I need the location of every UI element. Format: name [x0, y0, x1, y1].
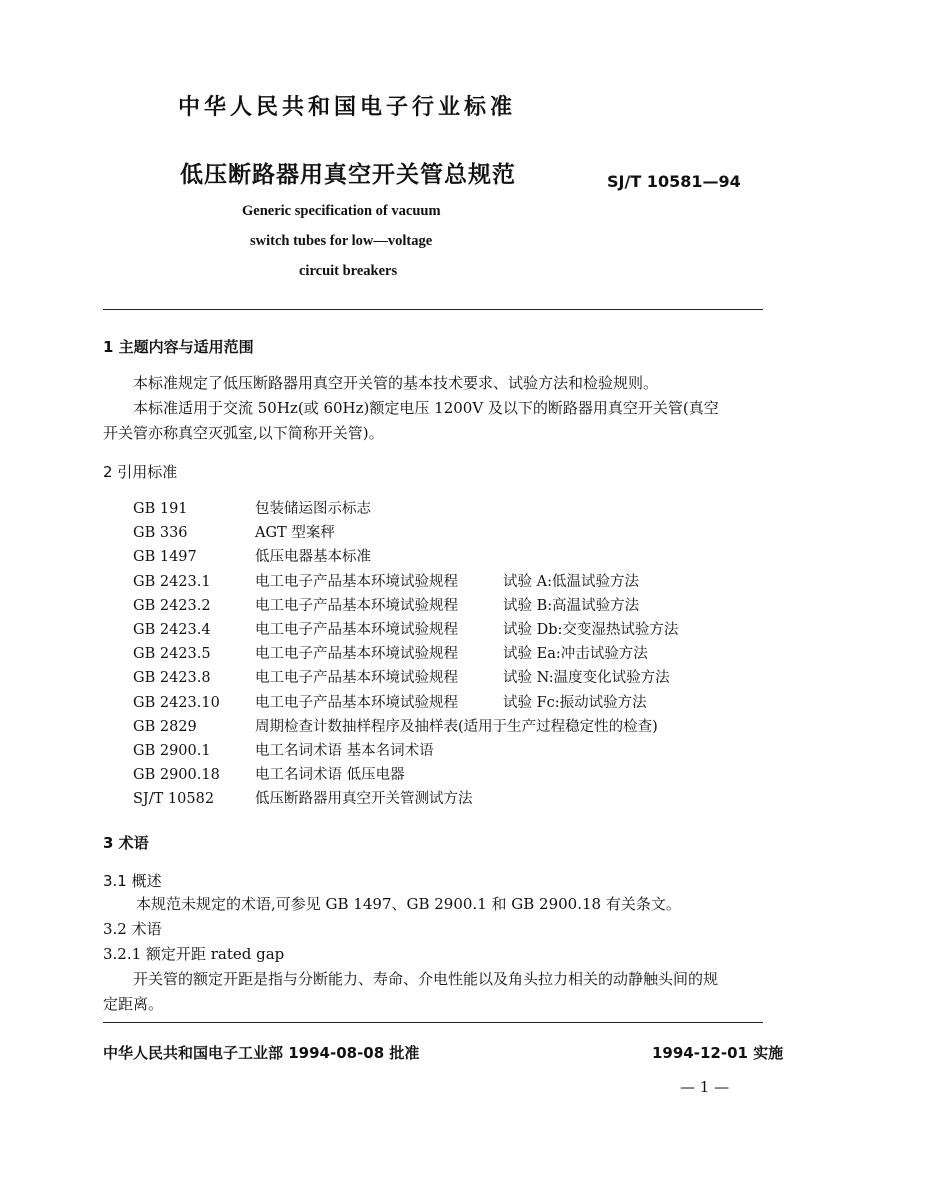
reference-code: GB 2423.2 — [133, 597, 211, 614]
reference-code: GB 2423.10 — [133, 694, 220, 711]
reference-row — [133, 666, 670, 690]
section-1-para-2-line-2: 开关管亦称真空灭弧室,以下简称开关管)。 — [103, 424, 384, 442]
reference-title: 电工电子产品基本环境试验规程 — [255, 670, 458, 687]
reference-title: 周期检查计数抽样程序及抽样表(适用于生产过程稳定性的检查) — [255, 718, 658, 735]
section-3-heading: 3 术语 — [103, 834, 149, 852]
reference-title: 电工名词术语 基本名词术语 — [255, 743, 434, 759]
footer-divider — [103, 1022, 763, 1023]
section-1-heading: 1 主题内容与适用范围 — [103, 338, 254, 356]
section-3-2-1-line-1: 开关管的额定开距是指与分断能力、寿命、介电性能以及角头拉力相关的动静触头间的规 — [133, 970, 719, 988]
reference-row — [133, 787, 473, 811]
reference-title: 包装储运图示标志 — [255, 501, 371, 517]
reference-code: GB 2423.4 — [133, 622, 211, 638]
reference-code: SJ/T 10582 — [133, 791, 215, 808]
reference-code: GB 2900.18 — [133, 767, 220, 784]
effective-date: 1994-12-01 实施 — [652, 1044, 784, 1062]
reference-subtitle: 试验 A:低温试验方法 — [503, 573, 639, 590]
section-1-para-2-line-1: 本标准适用于交流 50Hz(或 60Hz)额定电压 1200V 及以下的断路器用真空开关管(真空 — [133, 399, 719, 417]
page-number: — 1 — — [680, 1078, 730, 1096]
org-title: 中华人民共和国电子行业标准 — [178, 95, 517, 120]
english-title-line-1: Generic specification of vacuum — [242, 203, 441, 219]
reference-code: GB 2829 — [133, 718, 197, 735]
section-3-1-text: 本规范未规定的术语,可参见 GB 1497、GB 2900.1 和 GB 2900.18 有关条文。 — [136, 895, 681, 913]
reference-code: GB 1497 — [133, 549, 197, 566]
reference-code: GB 336 — [133, 525, 188, 542]
reference-code: GB 2423.1 — [133, 573, 211, 590]
header-divider — [103, 309, 763, 310]
section-3-1-heading: 3.1 概述 — [103, 872, 162, 890]
reference-row — [133, 521, 335, 545]
reference-title: 电工电子产品基本环境试验规程 — [255, 597, 458, 614]
reference-code: GB 2423.5 — [133, 646, 211, 663]
section-3-2-heading: 3.2 术语 — [103, 920, 162, 938]
doc-title: 低压断路器用真空开关管总规范 — [180, 162, 516, 188]
reference-row — [133, 739, 434, 763]
reference-row — [133, 642, 648, 666]
reference-row — [133, 691, 647, 715]
section-2-heading: 2 引用标准 — [103, 463, 178, 481]
reference-subtitle: 试验 Fc:振动试验方法 — [503, 694, 647, 711]
reference-title: 电工电子产品基本环境试验规程 — [255, 694, 458, 711]
reference-subtitle: 试验 Db:交变湿热试验方法 — [503, 622, 679, 638]
english-title-line-2: switch tubes for low—voltage — [250, 233, 433, 249]
reference-title: 低压电器基本标准 — [255, 549, 371, 566]
reference-subtitle: 试验 N:温度变化试验方法 — [503, 670, 670, 687]
section-3-2-1-line-2: 定距离。 — [103, 995, 164, 1013]
section-1-para-1: 本标准规定了低压断路器用真空开关管的基本技术要求、试验方法和检验规则。 — [133, 374, 659, 392]
reference-row — [133, 618, 678, 642]
reference-row — [133, 594, 639, 618]
reference-title: 低压断路器用真空开关管测试方法 — [255, 791, 473, 808]
section-3-2-1-heading: 3.2.1 额定开距 rated gap — [103, 945, 285, 963]
reference-row — [133, 545, 371, 569]
english-title-line-3: circuit breakers — [299, 263, 398, 279]
reference-title: AGT 型案秤 — [255, 525, 335, 542]
reference-subtitle: 试验 Ea:冲击试验方法 — [503, 646, 648, 663]
reference-row — [133, 570, 639, 594]
approval-line: 中华人民共和国电子工业部 1994-08-08 批准 — [103, 1044, 420, 1062]
reference-title: 电工名词术语 低压电器 — [255, 767, 405, 784]
reference-row — [133, 763, 405, 787]
reference-code: GB 2423.8 — [133, 670, 211, 687]
reference-code: GB 191 — [133, 501, 188, 517]
reference-subtitle: 试验 B:高温试验方法 — [503, 597, 640, 614]
reference-code: GB 2900.1 — [133, 743, 211, 759]
reference-row — [133, 715, 658, 739]
reference-title: 电工电子产品基本环境试验规程 — [255, 573, 458, 590]
reference-row — [133, 497, 371, 521]
reference-title: 电工电子产品基本环境试验规程 — [255, 622, 458, 638]
doc-code: SJ/T 10581—94 — [607, 172, 741, 191]
reference-title: 电工电子产品基本环境试验规程 — [255, 646, 458, 663]
